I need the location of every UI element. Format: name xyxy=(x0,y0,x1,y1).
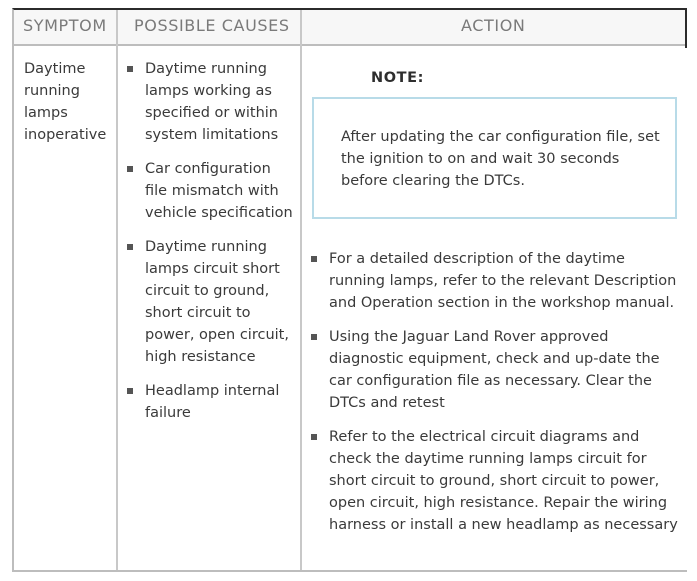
header-symptom: SYMPTOM xyxy=(23,16,107,35)
list-item: For a detailed description of the daytime running lamps, refer to the relevant Description and Operation section in the workshop manual. xyxy=(308,248,678,314)
causes-cell xyxy=(124,58,296,436)
column-divider xyxy=(116,10,118,570)
note-text: After updating the car configuration file, set the ignition to on and wait 30 seconds before clearing the DTCs. xyxy=(341,129,660,189)
actions-cell xyxy=(308,248,678,548)
bullet-icon xyxy=(311,334,317,340)
diagnostic-table xyxy=(12,8,687,572)
header-possible-causes: POSSIBLE CAUSES xyxy=(134,16,290,35)
bullet-icon xyxy=(311,256,317,262)
header-action: ACTION xyxy=(461,16,526,35)
bullet-icon xyxy=(127,244,133,250)
symptom-cell: Daytime running lamps inoperative xyxy=(24,61,107,143)
list-item: Refer to the electrical circuit diagrams and check the daytime running lamps circuit for short circuit to ground, short circuit to power, open circuit, high resistance. Repair the wiring harness or install a new headlamp as necessary xyxy=(308,426,678,536)
note-label: NOTE: xyxy=(371,70,425,86)
note-box xyxy=(312,97,677,219)
list-item: Daytime running lamps working as specified or within system limitations xyxy=(124,58,296,146)
list-item: Daytime running lamps circuit short circuit to ground, short circuit to power, open circuit, high resistance xyxy=(124,236,296,368)
list-item: Using the Jaguar Land Rover approved diagnostic equipment, check and up-date the car configuration file as necessary. Clear the DTCs and retest xyxy=(308,326,678,414)
bullet-icon xyxy=(127,166,133,172)
list-item: Headlamp internal failure xyxy=(124,380,296,424)
list-item: Car configuration file mismatch with vehicle specification xyxy=(124,158,296,224)
bullet-icon xyxy=(311,434,317,440)
bullet-icon xyxy=(127,66,133,72)
table-header xyxy=(14,10,687,46)
table-right-edge xyxy=(685,10,687,48)
column-divider xyxy=(300,10,302,570)
bullet-icon xyxy=(127,388,133,394)
